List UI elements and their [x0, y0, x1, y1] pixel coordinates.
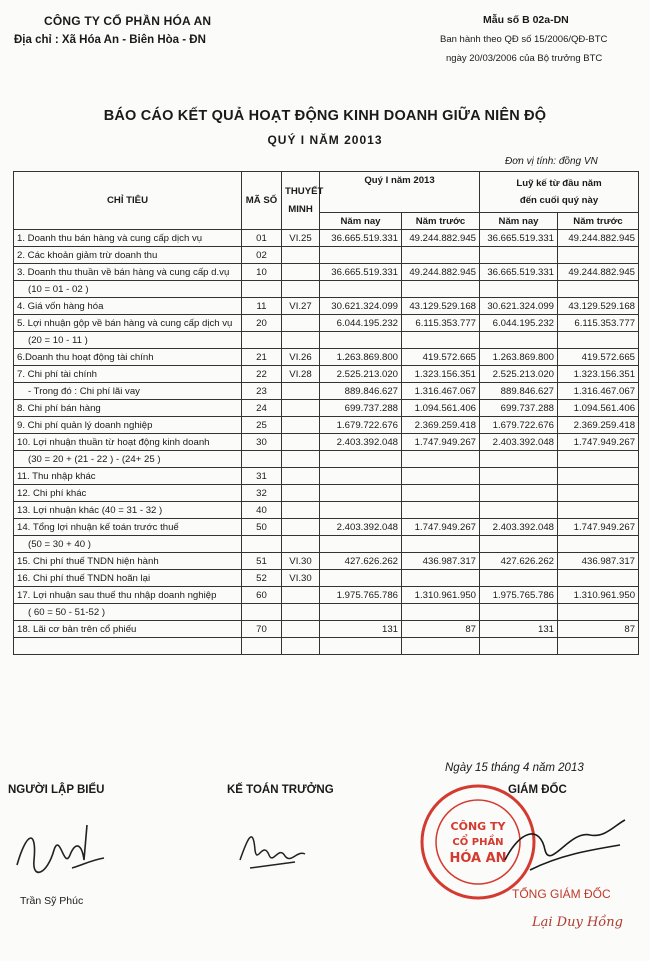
director-signature [500, 810, 630, 890]
accountant-signature [235, 820, 325, 880]
row-quarter-this-year [320, 468, 402, 485]
row-note [282, 332, 320, 349]
row-label: (20 = 10 - 11 ) [14, 332, 242, 349]
row-code: 24 [242, 400, 282, 417]
row-ytd-last-year [558, 451, 639, 468]
accountant-title: KẾ TOÁN TRƯỞNG [227, 784, 334, 796]
row-quarter-last-year [402, 638, 480, 655]
row-ytd-this-year: 36.665.519.331 [480, 230, 558, 247]
row-ytd-last-year: 43.129.529.168 [558, 298, 639, 315]
row-note: VI.28 [282, 366, 320, 383]
row-quarter-last-year: 1.316.467.067 [402, 383, 480, 400]
header-ytd-last-year: Năm trước [558, 213, 639, 230]
row-label: 13. Lợi nhuận khác (40 = 31 - 32 ) [14, 502, 242, 519]
row-ytd-last-year [558, 536, 639, 553]
row-ytd-last-year: 436.987.317 [558, 553, 639, 570]
row-ytd-this-year: 1.679.722.676 [480, 417, 558, 434]
row-label: 18. Lãi cơ bản trên cổ phiếu [14, 621, 242, 638]
row-label: 15. Chi phí thuế TNDN hiện hành [14, 553, 242, 570]
row-quarter-last-year: 436.987.317 [402, 553, 480, 570]
table-row [14, 604, 639, 621]
row-code: 32 [242, 485, 282, 502]
row-quarter-this-year [320, 281, 402, 298]
table-row [14, 519, 639, 536]
table-row [14, 468, 639, 485]
row-quarter-this-year: 1.263.869.800 [320, 349, 402, 366]
preparer-name: Trần Sỹ Phúc [20, 895, 84, 907]
row-quarter-this-year [320, 638, 402, 655]
row-label [14, 638, 242, 655]
row-quarter-this-year: 6.044.195.232 [320, 315, 402, 332]
row-ytd-last-year: 49.244.882.945 [558, 264, 639, 281]
row-ytd-this-year [480, 536, 558, 553]
table-row [14, 587, 639, 604]
row-note [282, 417, 320, 434]
row-code: 02 [242, 247, 282, 264]
report-period: QUÝ I NĂM 20013 [267, 133, 383, 147]
row-quarter-this-year: 36.665.519.331 [320, 264, 402, 281]
row-label: (30 = 20 + (21 - 22 ) - (24+ 25 ) [14, 451, 242, 468]
row-ytd-last-year [558, 247, 639, 264]
table-row [14, 400, 639, 417]
row-code: 11 [242, 298, 282, 315]
row-code: 25 [242, 417, 282, 434]
row-code [242, 604, 282, 621]
row-label: 11. Thu nhập khác [14, 468, 242, 485]
row-code: 50 [242, 519, 282, 536]
row-note: VI.30 [282, 570, 320, 587]
row-quarter-this-year [320, 247, 402, 264]
row-ytd-this-year: 889.846.627 [480, 383, 558, 400]
row-ytd-last-year: 49.244.882.945 [558, 230, 639, 247]
row-quarter-this-year: 2.403.392.048 [320, 519, 402, 536]
row-note [282, 468, 320, 485]
row-ytd-this-year: 6.044.195.232 [480, 315, 558, 332]
row-quarter-last-year: 1.747.949.267 [402, 434, 480, 451]
row-quarter-this-year [320, 604, 402, 621]
row-ytd-last-year: 1.094.561.406 [558, 400, 639, 417]
preparer-signature [12, 820, 112, 890]
table-row [14, 570, 639, 587]
report-title: BÁO CÁO KẾT QUẢ HOẠT ĐỘNG KINH DOANH GIỮA NIÊN ĐỘ [103, 108, 547, 124]
row-code: 22 [242, 366, 282, 383]
table-row [14, 417, 639, 434]
header-ytd-this-year: Năm nay [480, 213, 558, 230]
row-code [242, 638, 282, 655]
table-row [14, 621, 639, 638]
row-note: VI.25 [282, 230, 320, 247]
table-row [14, 298, 639, 315]
row-ytd-this-year: 36.665.519.331 [480, 264, 558, 281]
row-label: 9. Chi phí quản lý doanh nghiệp [14, 417, 242, 434]
row-code: 51 [242, 553, 282, 570]
row-label: 2. Các khoản giảm trừ doanh thu [14, 247, 242, 264]
row-ytd-this-year: 2.403.392.048 [480, 519, 558, 536]
row-quarter-last-year: 43.129.529.168 [402, 298, 480, 315]
row-ytd-last-year [558, 485, 639, 502]
row-ytd-this-year: 427.626.262 [480, 553, 558, 570]
row-quarter-last-year: 1.323.156.351 [402, 366, 480, 383]
row-label: 1. Doanh thu bán hàng và cung cấp dịch vụ [14, 230, 242, 247]
row-label: 16. Chi phí thuế TNDN hoãn lại [14, 570, 242, 587]
row-code: 60 [242, 587, 282, 604]
header-indicator: CHỈ TIÊU [14, 172, 242, 230]
row-label: 3. Doanh thu thuần về bán hàng và cung cấp d.vụ [14, 264, 242, 281]
row-quarter-this-year [320, 570, 402, 587]
table-row [14, 434, 639, 451]
row-ytd-this-year: 30.621.324.099 [480, 298, 558, 315]
row-code [242, 332, 282, 349]
table-row [14, 536, 639, 553]
row-ytd-this-year [480, 451, 558, 468]
header-code: MÃ SỐ [242, 172, 282, 230]
header-note: THUYẾT MINH [282, 172, 320, 230]
row-code: 40 [242, 502, 282, 519]
director-title: GIÁM ĐỐC [508, 784, 567, 796]
director-role: TỔNG GIÁM ĐỐC [512, 887, 611, 901]
row-code [242, 281, 282, 298]
row-quarter-this-year: 427.626.262 [320, 553, 402, 570]
row-ytd-last-year: 1.747.949.267 [558, 434, 639, 451]
row-code: 70 [242, 621, 282, 638]
row-ytd-this-year: 1.975.765.786 [480, 587, 558, 604]
row-ytd-this-year: 131 [480, 621, 558, 638]
row-quarter-last-year: 49.244.882.945 [402, 230, 480, 247]
row-note [282, 315, 320, 332]
currency-unit: Đơn vị tính: đồng VN [505, 156, 598, 167]
row-note [282, 519, 320, 536]
row-quarter-last-year [402, 468, 480, 485]
row-ytd-last-year: 2.369.259.418 [558, 417, 639, 434]
row-label: (10 = 01 - 02 ) [14, 281, 242, 298]
row-ytd-last-year: 6.115.353.777 [558, 315, 639, 332]
row-note [282, 451, 320, 468]
row-quarter-this-year: 1.679.722.676 [320, 417, 402, 434]
row-code: 01 [242, 230, 282, 247]
table-row [14, 281, 639, 298]
row-ytd-last-year [558, 570, 639, 587]
row-note [282, 536, 320, 553]
table-row [14, 383, 639, 400]
row-quarter-last-year [402, 247, 480, 264]
row-note [282, 281, 320, 298]
row-ytd-last-year: 1.323.156.351 [558, 366, 639, 383]
row-ytd-this-year: 699.737.288 [480, 400, 558, 417]
row-quarter-last-year: 1.094.561.406 [402, 400, 480, 417]
row-quarter-last-year [402, 570, 480, 587]
table-row [14, 264, 639, 281]
row-note [282, 434, 320, 451]
row-label: 5. Lợi nhuận gộp về bán hàng và cung cấp dịch vụ [14, 315, 242, 332]
row-quarter-this-year [320, 485, 402, 502]
row-quarter-last-year: 1.747.949.267 [402, 519, 480, 536]
row-quarter-last-year [402, 451, 480, 468]
row-code: 52 [242, 570, 282, 587]
row-code [242, 536, 282, 553]
row-note [282, 638, 320, 655]
row-note [282, 502, 320, 519]
row-note [282, 383, 320, 400]
row-code: 21 [242, 349, 282, 366]
row-quarter-this-year: 889.846.627 [320, 383, 402, 400]
table-row [14, 349, 639, 366]
table-row [14, 638, 639, 655]
row-quarter-last-year: 49.244.882.945 [402, 264, 480, 281]
row-note: VI.26 [282, 349, 320, 366]
row-ytd-last-year: 1.316.467.067 [558, 383, 639, 400]
table-row [14, 247, 639, 264]
row-ytd-this-year [480, 247, 558, 264]
row-code [242, 451, 282, 468]
row-quarter-this-year: 36.665.519.331 [320, 230, 402, 247]
row-quarter-this-year [320, 502, 402, 519]
row-quarter-this-year [320, 451, 402, 468]
row-ytd-this-year [480, 638, 558, 655]
row-code: 30 [242, 434, 282, 451]
row-note [282, 587, 320, 604]
row-quarter-this-year: 30.621.324.099 [320, 298, 402, 315]
row-quarter-last-year: 87 [402, 621, 480, 638]
row-ytd-last-year [558, 281, 639, 298]
row-ytd-last-year [558, 332, 639, 349]
row-note [282, 621, 320, 638]
row-note: VI.30 [282, 553, 320, 570]
company-name: CÔNG TY CỔ PHẦN HÓA AN [44, 14, 212, 28]
row-ytd-last-year: 419.572.665 [558, 349, 639, 366]
row-quarter-last-year [402, 502, 480, 519]
row-label: 14. Tổng lợi nhuận kế toán trước thuế [14, 519, 242, 536]
preparer-title: NGƯỜI LẬP BIỂU [8, 784, 105, 796]
row-note [282, 400, 320, 417]
table-body [14, 230, 639, 655]
row-quarter-last-year [402, 536, 480, 553]
row-code: 20 [242, 315, 282, 332]
row-ytd-last-year: 1.310.961.950 [558, 587, 639, 604]
row-quarter-last-year: 6.115.353.777 [402, 315, 480, 332]
issued-line-2: ngày 20/03/2006 của Bộ trưởng BTC [446, 53, 603, 64]
table-row [14, 485, 639, 502]
table-row [14, 366, 639, 383]
row-quarter-this-year: 699.737.288 [320, 400, 402, 417]
row-ytd-this-year [480, 281, 558, 298]
table-row [14, 502, 639, 519]
row-label: 17. Lợi nhuận sau thuế thu nhập doanh nghiệp [14, 587, 242, 604]
row-label: - Trong đó : Chi phí lãi vay [14, 383, 242, 400]
row-ytd-this-year [480, 570, 558, 587]
row-quarter-this-year [320, 536, 402, 553]
income-statement-table [13, 171, 639, 655]
row-ytd-this-year [480, 468, 558, 485]
header-last-year: Năm trước [402, 213, 480, 230]
row-note [282, 604, 320, 621]
header-ytd-line-2: đến cuối quý này [519, 195, 599, 206]
svg-text:CỔ PHẦN: CỔ PHẦN [452, 837, 504, 848]
row-ytd-this-year [480, 604, 558, 621]
row-ytd-last-year [558, 468, 639, 485]
row-note [282, 247, 320, 264]
issued-line-1: Ban hành theo QĐ số 15/2006/QĐ-BTC [440, 34, 608, 45]
row-code: 31 [242, 468, 282, 485]
row-ytd-last-year: 1.747.949.267 [558, 519, 639, 536]
row-note [282, 264, 320, 281]
row-ytd-this-year [480, 485, 558, 502]
table-row [14, 451, 639, 468]
row-label: 12. Chi phí khác [14, 485, 242, 502]
row-label: 4. Giá vốn hàng hóa [14, 298, 242, 315]
row-quarter-last-year: 419.572.665 [402, 349, 480, 366]
director-name: Lại Duy Hồng [532, 915, 623, 930]
row-code: 10 [242, 264, 282, 281]
row-label: 6.Doanh thu hoạt động tài chính [14, 349, 242, 366]
row-label: ( 60 = 50 - 51-52 ) [14, 604, 242, 621]
form-code: Mẫu số B 02a-DN [483, 14, 569, 26]
row-ytd-this-year: 1.263.869.800 [480, 349, 558, 366]
signing-date: Ngày 15 tháng 4 năm 2013 [445, 762, 584, 774]
row-ytd-last-year [558, 604, 639, 621]
row-ytd-this-year [480, 332, 558, 349]
row-quarter-this-year: 1.975.765.786 [320, 587, 402, 604]
row-ytd-last-year [558, 638, 639, 655]
svg-text:CÔNG TY: CÔNG TY [450, 820, 506, 833]
row-note [282, 485, 320, 502]
table-row [14, 230, 639, 247]
header-this-year: Năm nay [320, 213, 402, 230]
row-quarter-last-year [402, 485, 480, 502]
row-quarter-this-year: 2.525.213.020 [320, 366, 402, 383]
row-label: (50 = 30 + 40 ) [14, 536, 242, 553]
table-row [14, 332, 639, 349]
row-quarter-this-year: 131 [320, 621, 402, 638]
row-quarter-last-year: 1.310.961.950 [402, 587, 480, 604]
row-label: 8. Chi phí bán hàng [14, 400, 242, 417]
header-ytd-line-1: Luỹ kế từ đầu năm [516, 178, 602, 189]
row-quarter-this-year: 2.403.392.048 [320, 434, 402, 451]
row-ytd-this-year [480, 502, 558, 519]
row-label: 10. Lợi nhuận thuần từ hoạt động kinh doanh [14, 434, 242, 451]
row-quarter-this-year [320, 332, 402, 349]
row-ytd-this-year: 2.525.213.020 [480, 366, 558, 383]
table-row [14, 315, 639, 332]
row-quarter-last-year [402, 332, 480, 349]
row-quarter-last-year [402, 281, 480, 298]
row-label: 7. Chi phí tài chính [14, 366, 242, 383]
row-ytd-this-year: 2.403.392.048 [480, 434, 558, 451]
row-code: 23 [242, 383, 282, 400]
row-quarter-last-year: 2.369.259.418 [402, 417, 480, 434]
svg-text:HÓA AN: HÓA AN [449, 851, 507, 866]
row-quarter-last-year [402, 604, 480, 621]
row-note: VI.27 [282, 298, 320, 315]
table-row [14, 553, 639, 570]
row-ytd-last-year: 87 [558, 621, 639, 638]
header-quarter-group: Quý I năm 2013 [320, 172, 480, 213]
row-ytd-last-year [558, 502, 639, 519]
header-ytd-group [480, 172, 639, 213]
company-address: Địa chỉ : Xã Hóa An - Biên Hòa - ĐN [14, 34, 206, 46]
